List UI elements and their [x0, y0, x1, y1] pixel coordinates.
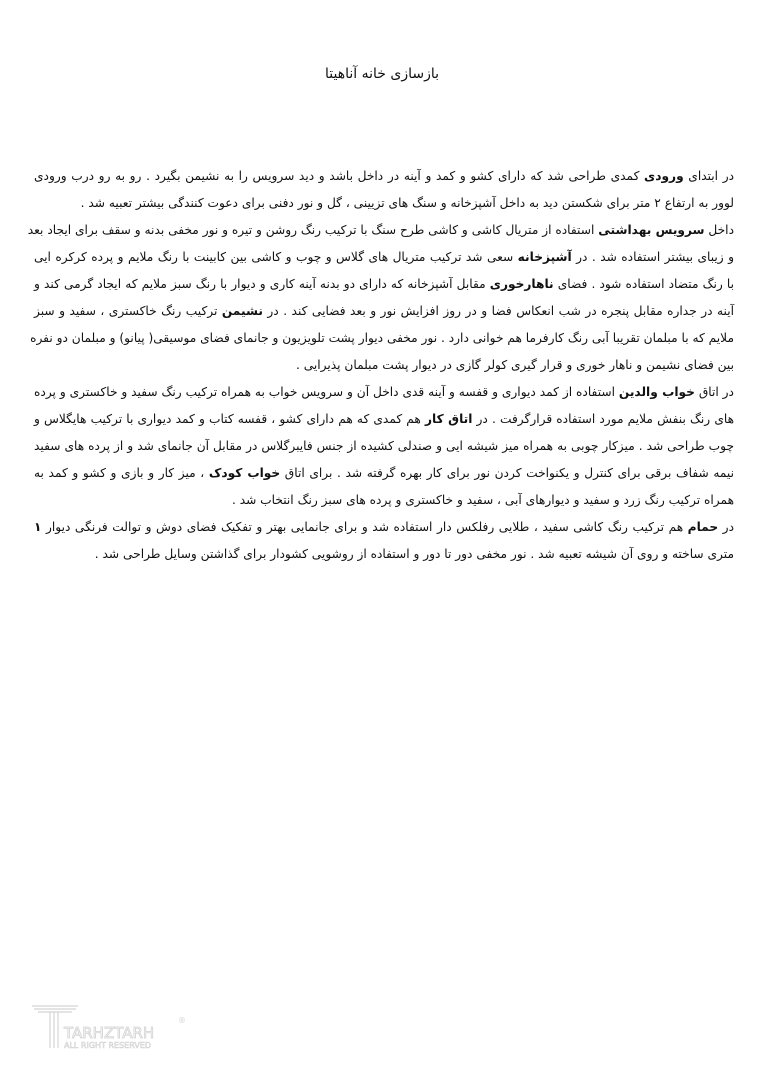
- bold-keyword: ناهارخوری: [489, 277, 554, 291]
- paragraph: [34, 163, 734, 217]
- text-run: متری ساخته و روی آن شیشه تعبیه شد . نور مخفی دور تا دور و استفاده از روشویی کشودار برای گذاشتن وسایل طراحی شد .: [94, 547, 734, 561]
- text-run: ، میز کار و بازی و کشو و کمد به: [34, 466, 209, 480]
- text-run: و زیبای بیشتر استفاده شد . در: [571, 250, 734, 264]
- bold-keyword: آشپزخانه: [517, 250, 572, 264]
- text-line: [34, 514, 734, 541]
- text-run: لوور به ارتفاع ۲ متر برای شکستن دید به داخل آشپزخانه و سنگ های تزیینی ، گل و نور دفنی برای دعوت کنندگی بیشتر تعبیه شد .: [80, 196, 734, 210]
- bold-keyword: ورودی: [644, 169, 684, 183]
- svg-text:ALL RIGHT RESERVED: ALL RIGHT RESERVED: [64, 1041, 152, 1050]
- text-run: بین فضای نشیمن و ناهار خوری و قرار گیری کولر گازی در دیوار پشت مبلمان پذیرایی .: [295, 358, 734, 372]
- text-run: آینه در جداره مقابل پنجره در شب انعکاس فضا و در روز افزایش نور و بعد فضایی کند . در: [262, 304, 734, 318]
- text-run: ملایم که با مبلمان تقریبا آبی رنگ کارفرما هم خوانی دارد . نور مخفی دیوار پشت تلویزیون و جانمای فضای موسیقی( پیانو) و مبلمان دو نفره: [30, 331, 734, 345]
- text-run: داخل: [704, 223, 734, 237]
- text-run: در اتاق: [694, 385, 734, 399]
- text-run: هم کمدی که هم دارای کشو ، قفسه کتاب و کمد دیواری با ترکیب هایگلاس و: [34, 412, 425, 426]
- text-line: [34, 460, 734, 487]
- text-line: [34, 163, 734, 190]
- bold-keyword: خواب والدین: [618, 385, 695, 399]
- text-line: [34, 244, 734, 271]
- text-line: [34, 487, 734, 514]
- text-run: چوب طراحی شد . میزکار چوبی به همراه میز شیشه ایی و صندلی کشیده از جنس فایبرگلاس در مقابل آن جانمای شد و از پرده های سفید: [34, 439, 734, 453]
- text-run: استفاده از متریال کاشی و کاشی طرح سنگ با ترکیب رنگ روشن و تیره و نور مخفی بدنه و سقف برای ایجاد بعد: [27, 223, 599, 237]
- bold-keyword: حمام: [687, 520, 719, 534]
- text-line: [34, 406, 734, 433]
- tarhztarh-logo-icon: [30, 1000, 190, 1052]
- bold-keyword: اتاق کار: [424, 412, 473, 426]
- text-run: نیمه شفاف برقی برای کنترل و یکنواخت کردن نور برای کار بهره گرفته شد . برای اتاق: [280, 466, 734, 480]
- text-line: [27, 217, 734, 244]
- text-run: هم ترکیب رنگ کاشی سفید ، طلایی رفلکس دار استفاده شد و برای جانمایی بهتر و تفکیک فضای دوش و توالت فرنگی دیوار: [41, 520, 688, 534]
- document-title: بازسازی خانه آناهیتا: [324, 66, 439, 82]
- text-line: [34, 541, 734, 568]
- text-run: استفاده از کمد دیواری و قفسه و آینه قدی داخل آن و سرویس خواب به همراه ترکیب رنگ سفید و خاکستری و پرده: [34, 385, 619, 399]
- text-run: سعی شد ترکیب متریال های گلاس و چوب و کاشی بین کابینت با رنگ ملایم و پرده کرکره ایی: [34, 250, 518, 264]
- text-run: با رنگ متضاد استفاده شود . فضای: [553, 277, 735, 291]
- bold-keyword: نشیمن: [221, 304, 263, 318]
- svg-text:TARHZTARH: TARHZTARH: [64, 1024, 155, 1042]
- paragraph: [34, 514, 734, 568]
- text-line: [34, 352, 734, 379]
- text-run: مقابل آشپزخانه که دارای دو بدنه آینه کاری و دیوار با رنگ سبز ملایم که ایجاد گرمی کند و: [34, 277, 490, 291]
- text-run: کمدی طراحی شد که دارای کشو و کمد و آینه در داخل باشد و دید سرویس را به نشیمن بگیرد . رو به رو درب ورودی: [34, 169, 645, 183]
- text-run: ترکیب رنگ خاکستری ، سفید و سبز: [34, 304, 222, 318]
- watermark-logo: [30, 1000, 190, 1052]
- document-body: [27, 163, 735, 568]
- svg-text:®: ®: [178, 1016, 186, 1025]
- text-run: در ابتدای: [683, 169, 735, 183]
- text-run: های رنگ بنفش ملایم مورد استفاده قرارگرفت . در: [472, 412, 734, 426]
- text-line: [34, 379, 734, 406]
- text-line: [34, 433, 734, 460]
- text-line: [34, 298, 734, 325]
- paragraph: [27, 217, 735, 379]
- bold-keyword: ۱: [34, 520, 42, 534]
- bold-keyword: خواب کودک: [208, 466, 281, 480]
- text-line: [34, 190, 734, 217]
- text-line: [34, 271, 734, 298]
- bold-keyword: سرویس بهداشتی: [598, 223, 705, 237]
- text-run: همراه ترکیب رنگ زرد و سفید و دیوارهای آبی ، سفید و خاکستری و پرده های سبز رنگ انتخاب شد .: [231, 493, 734, 507]
- text-line: [30, 325, 734, 352]
- paragraph: [34, 379, 734, 514]
- text-run: در: [718, 520, 734, 534]
